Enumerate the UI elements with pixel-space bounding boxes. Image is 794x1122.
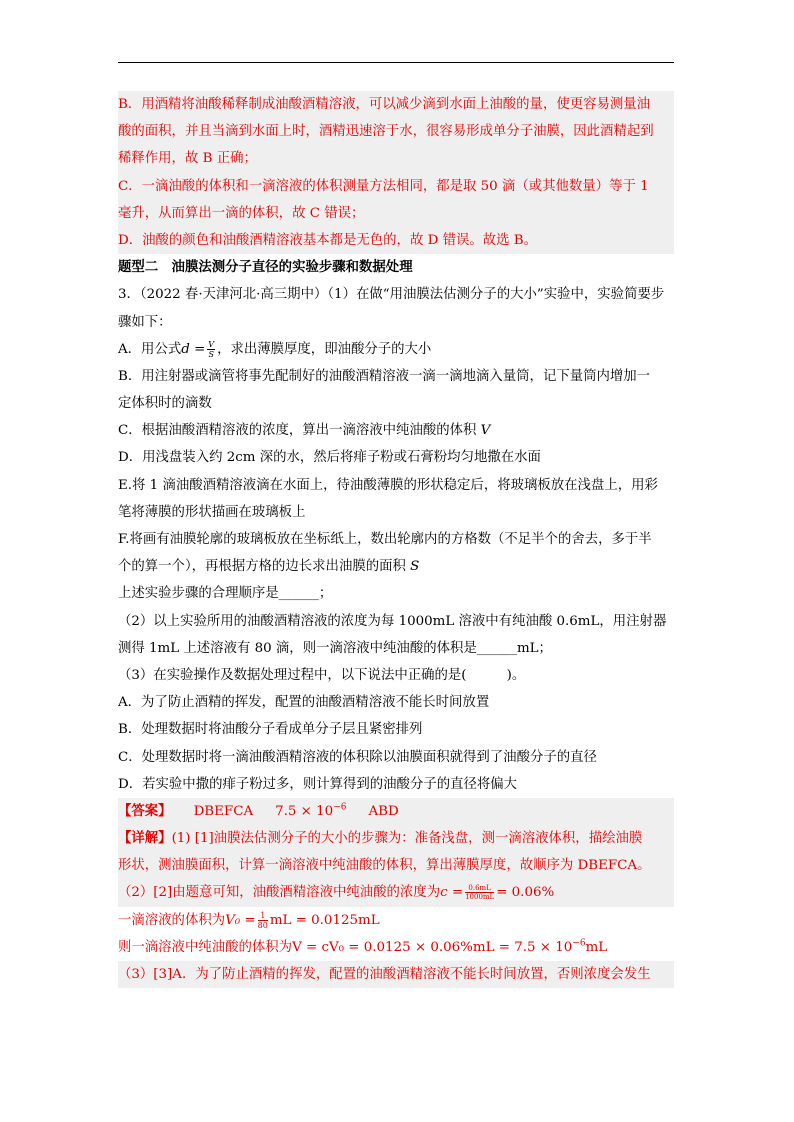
answer-3: ABD [368, 803, 399, 819]
step-a-frac-num: V [208, 339, 215, 349]
prev-answer-b-line1: B．用酒精将油酸稀释制成油酸酒精溶液，可以减少滴到水面上油酸的量，使更容易测量油 [118, 91, 674, 118]
step-a-formula-lhs: d = [181, 341, 206, 357]
detail-line5-exponent: −6 [572, 938, 586, 949]
detail-line6: （3）[3]A．为了防止酒精的挥发，配置的油酸酒精溶液不能长时间放置，否则浓度会发生 [118, 961, 674, 988]
step-a-prefix: A．用公式 [118, 341, 182, 357]
answer-1: DBEFCA [193, 803, 254, 819]
option-c: C．处理数据时将一滴油酸酒精溶液的体积除以油膜面积就得到了油酸分子的直径 [118, 749, 597, 765]
step-f-line2 [118, 553, 674, 580]
part2-line1: （2）以上实验所用的油酸酒精溶液的浓度为每 1000mL 溶液中有纯油酸 0.6mL，用注射器 [118, 613, 667, 629]
part2-line2: 测得 1mL 上述溶液有 80 滴，则一滴溶液中纯油酸的体积是______mL； [118, 640, 552, 656]
detail-line4-lhs: V₀ = [225, 912, 256, 928]
detail-line5-unit: mL [585, 939, 608, 955]
step-a-fraction [207, 340, 215, 359]
detail-line5-prefix: 则一滴溶液中纯油酸的体积为 [118, 939, 293, 955]
prev-answer-b-line3: 稀释作用，故 B 正确； [118, 145, 674, 172]
detail-line3-frac-num: 0.6mL [465, 884, 494, 893]
header-rule [118, 62, 674, 63]
section-title: 题型二 油膜法测分子直径的实验步骤和数据处理 [118, 259, 413, 276]
prev-answer-b-line2: 酸的面积，并且当滴到水面上时，酒精迅速溶于水，很容易形成单分子油膜，因此酒精起到 [118, 118, 674, 145]
prev-answer-d-line: D．油酸的颜色和油酸酒精溶液基本都是无色的，故 D 错误。故选 B。 [118, 227, 674, 254]
detail-line3-fraction [465, 884, 494, 901]
detail-line3-rhs: = 0.06% [496, 885, 555, 901]
step-f-var: S [410, 559, 420, 575]
answer-line [118, 798, 674, 825]
detail-line5 [118, 934, 674, 961]
detail-line3-prefix: （2）[2]由题意可知，油酸酒精溶液中纯油酸的浓度为 [118, 885, 441, 901]
part3-line: （3）在实验操作及数据处理过程中，以下说法中正确的是( )。 [118, 667, 526, 683]
step-c [118, 417, 674, 444]
prev-answer-c-line2: 毫升，从而算出一滴的体积，故 C 错误； [118, 200, 674, 227]
detail-label: 【详解】 [118, 830, 172, 847]
step-f-line2-text: 个的算一个），再根据方格的边长求出油膜的面积 [118, 559, 406, 575]
detail-line1-text: (1) [1]油膜法估测分子的大小的步骤为：准备浅盘，测一滴溶液体积，描绘油膜 [171, 831, 643, 847]
step-a-suffix: ，求出薄膜厚度，即油酸分子的大小 [217, 341, 432, 357]
prev-answer-c-line1: C．一滴油酸的体积和一滴溶液的体积测量方法相同，都是取 50 滴（或其他数量）等于 1 [118, 173, 674, 200]
answer-2-exponent: −6 [333, 802, 347, 813]
question-intro-line1: 3．（2022 春·天津河北·高三期中）（1）在做“用油膜法估测分子的大小”实验中，实验简要步 [118, 287, 665, 303]
step-d: D．用浅盘装入约 2cm 深的水，然后将痱子粉或石膏粉均匀地撒在水面 [118, 450, 541, 466]
page-content [118, 91, 674, 988]
answer-2-base: 7.5 × 10 [275, 803, 334, 819]
detail-line4 [118, 907, 674, 934]
detail-line3-frac-den: 1000mL [465, 893, 495, 902]
detail-line4-rhs: mL = 0.0125mL [269, 912, 380, 928]
answer-label: 【答案】 [118, 802, 172, 819]
detail-line4-frac-den: 80 [257, 920, 268, 930]
answer-2 [275, 804, 346, 819]
option-b: B．处理数据时将油酸分子看成单分子层且紧密排列 [118, 722, 423, 738]
detail-line2: 形状，测油膜面积，计算一滴溶液中纯油酸的体积，算出薄膜厚度，故顺序为 DBEFCA。 [118, 852, 674, 879]
question-intro-line2: 骤如下： [118, 314, 172, 330]
detail-line1 [118, 825, 674, 852]
step-e-line2: 笔将薄膜的形状描画在玻璃板上 [118, 504, 306, 520]
step-b-line1: B．用注射器或滴管将事先配制好的油酸酒精溶液一滴一滴地滴入量筒，记下量筒内增加一 [118, 368, 651, 384]
step-c-var: V [480, 423, 491, 439]
step-a [118, 336, 674, 363]
step-c-text: C．根据油酸酒精溶液的浓度，算出一滴溶液中纯油酸的体积 [118, 423, 477, 439]
detail-line4-fraction [258, 911, 268, 930]
step-e-line1: E.将 1 滴油酸酒精溶液滴在水面上，待油酸薄膜的形状稳定后，将玻璃板放在浅盘上，用彩 [118, 477, 658, 493]
detail-line3-lhs: c = [440, 885, 464, 901]
order-line: 上述实验步骤的合理顺序是______； [118, 586, 333, 602]
detail-line3 [118, 879, 674, 906]
step-a-frac-den: S [208, 349, 214, 359]
option-d: D．若实验中撒的痱子粉过多，则计算得到的油酸分子的直径将偏大 [118, 776, 518, 792]
detail-line4-frac-num: 1 [258, 911, 268, 921]
step-b-line2: 定体积时的滴数 [118, 396, 212, 412]
step-f-line1: F.将画有油膜轮廓的玻璃板放在坐标纸上，数出轮廓内的方格数（不足半个的舍去，多于半 [118, 532, 652, 547]
option-a: A．为了防止酒精的挥发，配置的油酸酒精溶液不能长时间放置 [118, 695, 490, 711]
detail-line5-formula: V = cV₀ = 0.0125 × 0.06%mL = 7.5 × 10 [292, 939, 573, 955]
detail-line4-prefix: 一滴溶液的体积为 [118, 912, 226, 928]
